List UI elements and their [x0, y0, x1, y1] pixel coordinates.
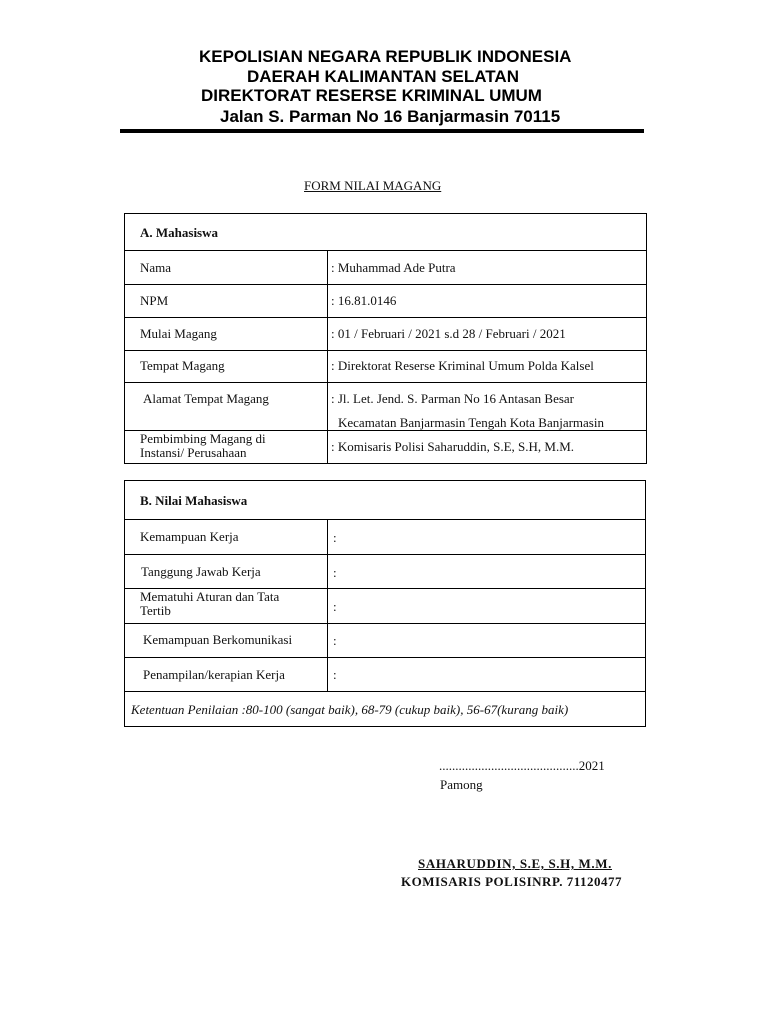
- label-pembimbing-line-1: Pembimbing Magang di: [140, 431, 266, 446]
- divider: [327, 250, 328, 464]
- value-alamat-line-2: Kecamatan Banjarmasin Tengah Kota Banjarmasin: [338, 415, 604, 430]
- divider: [327, 519, 328, 691]
- value-mulai-magang: : 01 / Februari / 2021 s.d 28 / Februari / 2021: [331, 326, 566, 341]
- divider: [124, 519, 646, 520]
- divider: [124, 691, 646, 692]
- divider: [124, 284, 647, 285]
- value-pembimbing: : Komisaris Polisi Saharuddin, S.E, S.H, M.M.: [331, 439, 575, 454]
- value-alamat-line-1: : Jl. Let. Jend. S. Parman No 16 Antasan Besar: [331, 391, 574, 406]
- letterhead-rule: [120, 129, 644, 133]
- section-b-heading: B. Nilai Mahasiswa: [140, 493, 248, 508]
- divider: [124, 623, 646, 624]
- letterhead-line-3: DIREKTORAT RESERSE KRIMINAL UMUM: [201, 86, 542, 105]
- label-kemampuan-kerja: Kemampuan Kerja: [140, 529, 239, 544]
- divider: [124, 317, 647, 318]
- divider: [124, 554, 646, 555]
- label-mulai-magang: Mulai Magang: [140, 326, 217, 341]
- label-tempat-magang: Tempat Magang: [140, 358, 225, 373]
- value-npm: : 16.81.0146: [331, 293, 397, 308]
- letterhead-line-2: DAERAH KALIMANTAN SELATAN: [247, 67, 519, 86]
- divider: [124, 250, 647, 251]
- label-penampilan: Penampilan/kerapian Kerja: [143, 667, 285, 682]
- label-pembimbing-line-2: Instansi/ Perusahaan: [140, 445, 247, 460]
- divider: [124, 350, 647, 351]
- section-a-heading: A. Mahasiswa: [140, 225, 219, 240]
- score-penampilan: :: [333, 667, 337, 682]
- label-npm: NPM: [140, 293, 169, 308]
- signature-role: Pamong: [440, 777, 483, 792]
- signatory-rank: KOMISARIS POLISINRP. 71120477: [401, 874, 622, 889]
- score-tanggung-jawab: :: [333, 565, 337, 580]
- divider: [124, 382, 647, 383]
- value-tempat-magang: : Direktorat Reserse Kriminal Umum Polda Kalsel: [331, 358, 594, 373]
- score-berkomunikasi: :: [333, 633, 337, 648]
- divider: [124, 657, 646, 658]
- label-alamat-tempat-magang: Alamat Tempat Magang: [143, 391, 269, 406]
- letterhead-line-1: KEPOLISIAN NEGARA REPUBLIK INDONESIA: [199, 47, 572, 66]
- form-title: FORM NILAI MAGANG: [304, 178, 442, 193]
- letterhead-line-4: Jalan S. Parman No 16 Banjarmasin 70115: [220, 107, 561, 126]
- grading-note: Ketentuan Penilaian :80-100 (sangat baik), 68-79 (cukup baik), 56-67(kurang baik): [131, 702, 569, 717]
- label-tanggung-jawab: Tanggung Jawab Kerja: [141, 564, 261, 579]
- score-mematuhi: :: [333, 599, 337, 614]
- label-mematuhi-line-2: Tertib: [140, 603, 171, 618]
- label-nama: Nama: [140, 260, 172, 275]
- score-kemampuan-kerja: :: [333, 530, 337, 545]
- signatory-name: SAHARUDDIN, S.E, S.H, M.M.: [418, 856, 613, 871]
- value-nama: : Muhammad Ade Putra: [331, 260, 456, 275]
- date-line: ...........................................2021: [439, 758, 605, 773]
- label-berkomunikasi: Kemampuan Berkomunikasi: [143, 632, 293, 647]
- label-mematuhi-line-1: Mematuhi Aturan dan Tata: [140, 589, 280, 604]
